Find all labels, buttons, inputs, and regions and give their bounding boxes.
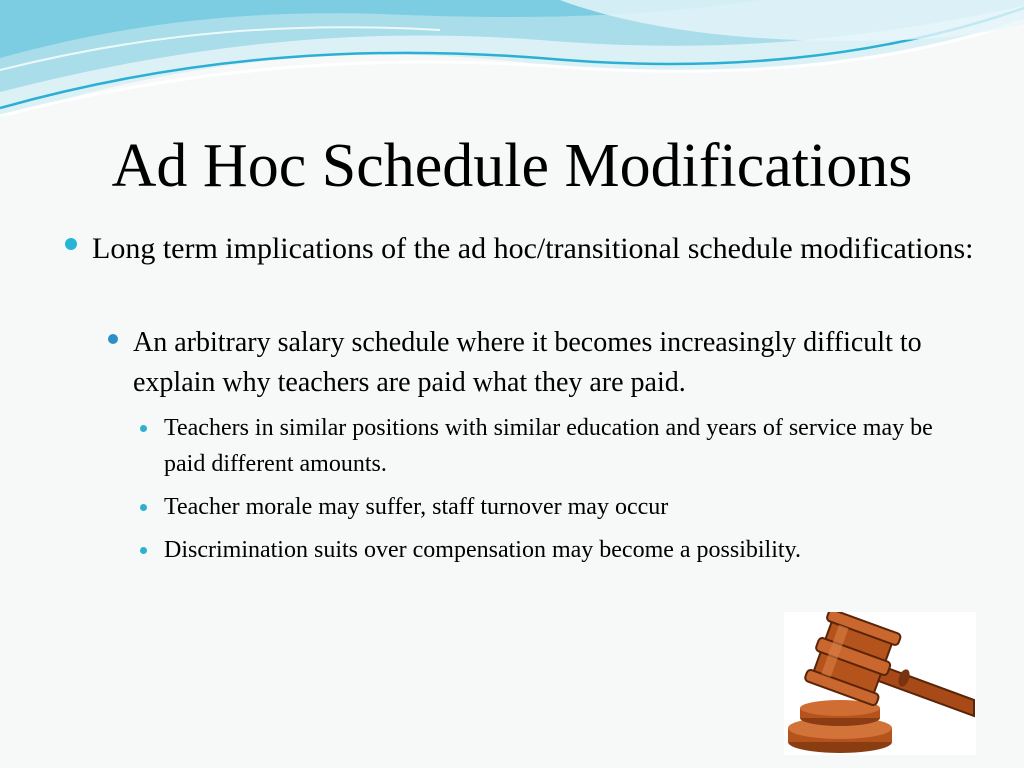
slide-title: Ad Hoc Schedule Modifications (111, 132, 913, 200)
bullet-dot-icon (108, 334, 118, 344)
bullet-dot-icon (140, 504, 147, 511)
header-wave-decoration (0, 0, 1024, 130)
bullet-level3: Teacher morale may suffer, staff turnover may occur (164, 494, 669, 520)
gavel-image (784, 612, 976, 755)
bullet-level3: Teachers in similar positions with similar education and years of service may be paid different amounts. (164, 415, 933, 477)
bullet-level1: Long term implications of the ad hoc/transitional schedule modifications: (92, 232, 974, 265)
bullet-level2: An arbitrary salary schedule where it becomes increasingly difficult to explain why teachers are paid what they are paid. (133, 327, 922, 398)
bullet-dot-icon (65, 238, 77, 250)
bullet-dot-icon (140, 425, 147, 432)
bullet-dot-icon (140, 547, 147, 554)
gavel-icon (784, 612, 976, 755)
bullet-level3: Discrimination suits over compensation may become a possibility. (164, 537, 801, 563)
